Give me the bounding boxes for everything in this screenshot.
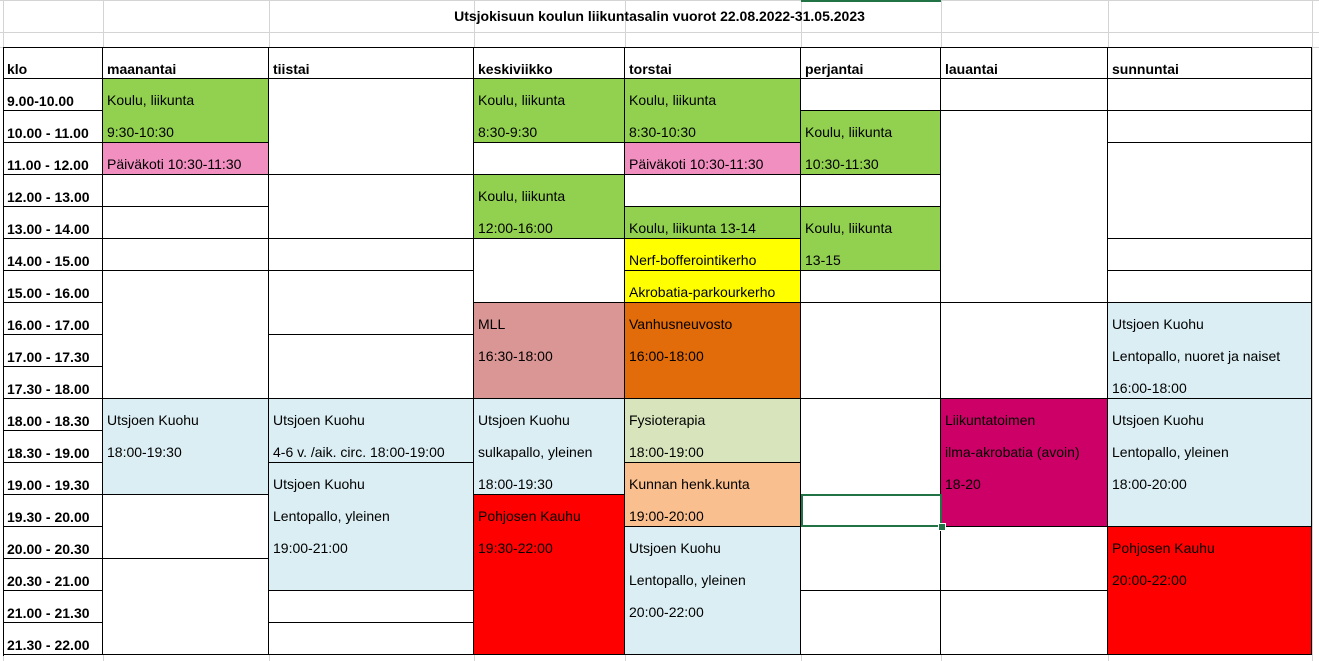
cell-text: 8:30-10:30 xyxy=(629,124,696,140)
fill-handle[interactable] xyxy=(938,523,946,531)
cell-text: 15.00 - 16.00 xyxy=(7,285,90,301)
schedule-empty-cell[interactable] xyxy=(941,111,1108,303)
cell-text: Utsjoen Kuohu xyxy=(478,412,570,428)
schedule-booking[interactable] xyxy=(1108,303,1312,399)
time-slot[interactable] xyxy=(3,495,103,527)
time-slot[interactable] xyxy=(3,559,103,591)
cell-text: sulkapallo, yleinen xyxy=(478,444,593,460)
cell-text: 18:00-19:30 xyxy=(478,476,553,492)
schedule-booking[interactable] xyxy=(801,207,941,271)
cell-text: 20:00-22:00 xyxy=(1112,572,1187,588)
schedule-booking[interactable] xyxy=(269,399,474,463)
schedule-empty-cell[interactable] xyxy=(1108,239,1312,271)
time-slot[interactable] xyxy=(3,79,103,111)
schedule-empty-cell[interactable] xyxy=(801,399,941,495)
time-slot[interactable] xyxy=(3,271,103,303)
cell-text: Akrobatia-parkourkerho xyxy=(629,284,776,300)
schedule-booking[interactable] xyxy=(103,399,269,495)
cell-text: 18.00 - 18.30 xyxy=(7,413,90,429)
cell-text: Utsjoen Kuohu xyxy=(629,540,721,556)
time-slot[interactable] xyxy=(3,591,103,623)
cell-text: 19:30-22:00 xyxy=(478,540,553,556)
cell-text: 12.00 - 13.00 xyxy=(7,189,90,205)
cell-text: 16.00 - 17.00 xyxy=(7,317,90,333)
cell-text: 19:00-21:00 xyxy=(273,540,348,556)
cell-text: ilma-akrobatia (avoin) xyxy=(945,444,1080,460)
schedule-empty-cell[interactable] xyxy=(474,143,625,175)
header-day-4[interactable] xyxy=(801,47,941,79)
header-day-6[interactable] xyxy=(1108,47,1312,79)
schedule-empty-cell[interactable] xyxy=(941,79,1108,111)
cell-text: Utsjoen Kuohu xyxy=(273,476,365,492)
cell-text: Pohjosen Kauhu xyxy=(478,508,581,524)
cell-text: 19.00 - 19.30 xyxy=(7,477,90,493)
schedule-empty-cell[interactable] xyxy=(103,207,269,239)
cell-text: Lentopallo, nuoret ja naiset xyxy=(1112,348,1281,364)
schedule-empty-cell[interactable] xyxy=(269,271,474,335)
cell-text: lauantai xyxy=(945,61,998,77)
schedule-booking[interactable] xyxy=(269,463,474,591)
cell-text: 20:00-22:00 xyxy=(629,604,704,620)
schedule-booking[interactable] xyxy=(801,111,941,175)
schedule-empty-cell[interactable] xyxy=(801,79,941,111)
schedule-empty-cell[interactable] xyxy=(269,79,474,175)
cell-text: Kunnan henk.kunta xyxy=(629,476,750,492)
schedule-empty-cell[interactable] xyxy=(1108,271,1312,303)
cell-text: 4-6 v. /aik. circ. 18:00-19:00 xyxy=(273,444,445,460)
cell-text: 19:00-20:00 xyxy=(629,508,704,524)
schedule-booking[interactable] xyxy=(103,143,269,175)
schedule-booking[interactable] xyxy=(625,143,801,175)
header-time[interactable] xyxy=(3,47,103,79)
schedule-booking[interactable] xyxy=(625,271,801,303)
cell-text: sunnuntai xyxy=(1112,61,1179,77)
cell-text: perjantai xyxy=(805,61,864,77)
schedule-empty-cell[interactable] xyxy=(801,303,941,399)
schedule-empty-cell[interactable] xyxy=(103,239,269,271)
cell-text: 9:30-10:30 xyxy=(107,124,174,140)
cell-text: Koulu, liikunta xyxy=(478,188,566,204)
schedule-booking[interactable] xyxy=(474,399,625,495)
schedule-empty-cell[interactable] xyxy=(941,527,1108,591)
schedule-empty-cell[interactable] xyxy=(801,271,941,303)
cell-text: 13.00 - 14.00 xyxy=(7,221,90,237)
cell-text: 20.30 - 21.00 xyxy=(7,573,90,589)
cell-text: 14.00 - 15.00 xyxy=(7,253,90,269)
cell-text: 10.00 - 11.00 xyxy=(7,125,89,141)
cell-text: Lentopallo, yleinen xyxy=(629,572,746,588)
cell-text: Koulu, liikunta 13-14 xyxy=(629,220,756,236)
cell-text: Koulu, liikunta xyxy=(107,92,195,108)
schedule-booking[interactable] xyxy=(625,79,801,143)
schedule-booking[interactable] xyxy=(1108,527,1312,655)
time-slot[interactable] xyxy=(3,303,103,335)
schedule-booking[interactable] xyxy=(625,463,801,527)
schedule-booking[interactable] xyxy=(625,207,801,239)
header-day-0[interactable] xyxy=(103,47,269,79)
cell-text: 8:30-9:30 xyxy=(478,124,538,140)
time-slot[interactable] xyxy=(3,527,103,559)
cell-text: 16:30-18:00 xyxy=(478,348,553,364)
header-day-1[interactable] xyxy=(269,47,474,79)
schedule-booking[interactable] xyxy=(625,303,801,399)
cell-text: 18:00-19:00 xyxy=(629,444,704,460)
schedule-empty-cell[interactable] xyxy=(269,623,474,655)
cell-text: Utsjoen Kuohu xyxy=(107,412,199,428)
cell-text: Lentopallo, yleinen xyxy=(1112,444,1229,460)
schedule-empty-cell[interactable] xyxy=(103,559,269,655)
time-slot[interactable] xyxy=(3,111,103,143)
header-day-5[interactable] xyxy=(941,47,1108,79)
schedule-empty-cell[interactable] xyxy=(269,591,474,623)
cell-text: Päiväkoti 10:30-11:30 xyxy=(107,156,242,172)
time-slot[interactable] xyxy=(3,239,103,271)
cell-text: 18.30 - 19.00 xyxy=(7,445,90,461)
schedule-booking[interactable] xyxy=(474,303,625,399)
time-slot[interactable] xyxy=(3,399,103,431)
time-slot[interactable] xyxy=(3,431,103,463)
cell-text: MLL xyxy=(478,316,506,332)
cell-text: 17.30 - 18.00 xyxy=(7,381,90,397)
schedule-empty-cell[interactable] xyxy=(941,303,1108,399)
cell-text: Nerf-bofferointikerho xyxy=(629,252,757,268)
cell-text: 11.00 - 12.00 xyxy=(7,157,89,173)
schedule-empty-cell[interactable] xyxy=(941,591,1108,655)
schedule-empty-cell[interactable] xyxy=(1108,143,1312,239)
cell-text: Koulu, liikunta xyxy=(805,220,893,236)
cell-text: Utsjoen Kuohu xyxy=(1112,316,1204,332)
schedule-booking[interactable] xyxy=(625,527,801,655)
schedule-booking[interactable] xyxy=(941,399,1108,527)
schedule-empty-cell[interactable] xyxy=(801,175,941,207)
schedule-empty-cell[interactable] xyxy=(103,271,269,399)
schedule-booking[interactable] xyxy=(625,399,801,463)
schedule-empty-cell[interactable] xyxy=(801,527,941,591)
cell-text: 9.00-10.00 xyxy=(7,93,74,109)
schedule-empty-cell[interactable] xyxy=(1108,79,1312,111)
schedule-empty-cell[interactable] xyxy=(103,175,269,207)
schedule-booking[interactable] xyxy=(474,175,625,239)
cell-text: 21.00 - 21.30 xyxy=(7,605,90,621)
cell-text: 18-20 xyxy=(945,476,981,492)
cell-text: Koulu, liikunta xyxy=(629,92,717,108)
cell-text: maanantai xyxy=(107,61,177,77)
cell-text: Liikuntatoimen xyxy=(945,412,1036,428)
time-slot[interactable] xyxy=(3,463,103,495)
cell-text: Utsjoen Kuohu xyxy=(273,412,365,428)
header-day-3[interactable] xyxy=(625,47,801,79)
schedule-empty-cell[interactable] xyxy=(103,495,269,559)
schedule-empty-cell[interactable] xyxy=(269,175,474,239)
cell-text: Fysioterapia xyxy=(629,412,706,428)
cell-text: Lentopallo, yleinen xyxy=(273,508,390,524)
cell-text: 13-15 xyxy=(805,252,841,268)
cell-text: Koulu, liikunta xyxy=(478,92,566,108)
cell-text: 17.00 - 17.30 xyxy=(7,349,90,365)
cell-text: Päiväkoti 10:30-11:30 xyxy=(629,156,764,172)
sheet-title: Utsjokisuun koulun liikuntasalin vuorot 22.08.2022-31.05.2023 xyxy=(454,8,865,24)
cell-text: 19.30 - 20.00 xyxy=(7,509,90,525)
cell-text: 12:00-16:00 xyxy=(478,220,553,236)
schedule-booking[interactable] xyxy=(625,239,801,271)
cell-text: Vanhusneuvosto xyxy=(629,316,733,332)
cell-text: Koulu, liikunta xyxy=(805,124,893,140)
time-slot[interactable] xyxy=(3,335,103,367)
cell-text: Utsjoen Kuohu xyxy=(1112,412,1204,428)
schedule-empty-cell[interactable] xyxy=(625,175,801,207)
cell-text: keskiviikko xyxy=(478,61,553,77)
schedule-empty-cell[interactable] xyxy=(269,239,474,271)
schedule-booking[interactable] xyxy=(474,495,625,655)
time-slot[interactable] xyxy=(3,623,103,655)
cell-text: torstai xyxy=(629,61,672,77)
cell-text: 21.30 - 22.00 xyxy=(7,637,90,653)
cell-text: klo xyxy=(7,61,28,77)
header-day-2[interactable] xyxy=(474,47,625,79)
schedule-empty-cell[interactable] xyxy=(1108,111,1312,143)
cell-text: 16:00-18:00 xyxy=(629,348,704,364)
schedule-empty-cell[interactable] xyxy=(474,239,625,303)
schedule-booking[interactable] xyxy=(474,79,625,143)
time-slot[interactable] xyxy=(3,175,103,207)
cell-text: 10:30-11:30 xyxy=(805,156,879,172)
cell-text: Pohjosen Kauhu xyxy=(1112,540,1215,556)
schedule-booking[interactable] xyxy=(103,79,269,143)
time-slot[interactable] xyxy=(3,207,103,239)
schedule-empty-cell[interactable] xyxy=(269,335,474,399)
time-slot[interactable] xyxy=(3,367,103,399)
time-slot[interactable] xyxy=(3,143,103,175)
cell-text: 18:00-19:30 xyxy=(107,444,182,460)
cell-text: 16:00-18:00 xyxy=(1112,380,1187,396)
cell-text: tiistai xyxy=(273,61,310,77)
schedule-empty-cell[interactable] xyxy=(801,591,941,655)
cell-text: 20.00 - 20.30 xyxy=(7,541,90,557)
active-cell-selection[interactable] xyxy=(801,494,942,527)
schedule-booking[interactable] xyxy=(1108,399,1312,527)
cell-text: 18:00-20:00 xyxy=(1112,476,1187,492)
